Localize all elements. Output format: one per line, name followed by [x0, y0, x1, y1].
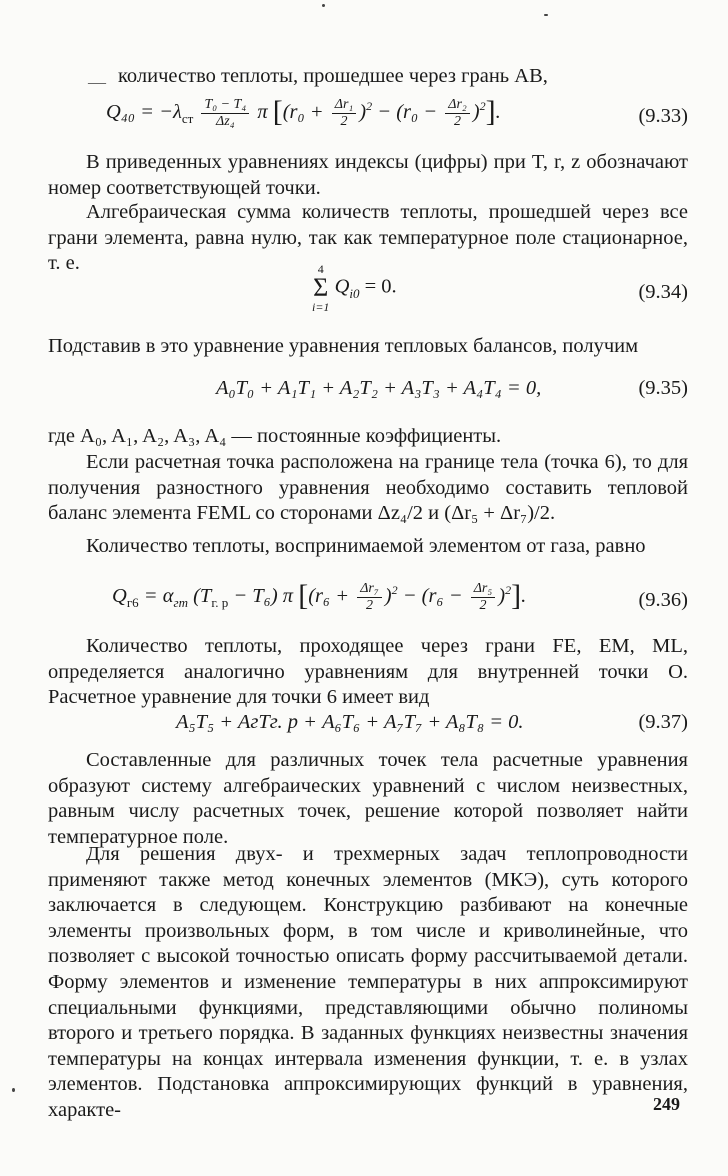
eq36-sq1: 2 — [391, 583, 398, 597]
eq36-sub2: гm — [173, 594, 188, 610]
eq36-f2-num: Δr₅ — [471, 581, 496, 598]
paragraph-indices: В приведенных уравнениях индексы (цифры) при T, r, z обозначают номер соответствующей точки. — [48, 151, 688, 199]
eq36-mid: = α — [138, 584, 174, 607]
eq33-f1-num: Δr₁ — [332, 97, 357, 114]
eq33-sq2: 2 — [479, 99, 486, 113]
eq36-term2-a: (r₆ − — [421, 584, 468, 607]
paragraph-algebraic-sum: Алгебраическая сумма количеств теплоты, прошедшей через все грани элемента, равна нулю, так как температурное поле стационарное, т. е. — [48, 201, 688, 275]
eq34-rhs: = 0. — [359, 275, 397, 298]
eq36-term2-b: ) — [498, 584, 506, 607]
eq33-term2-b: ) — [472, 100, 480, 123]
paragraph-substitute: Подставив в это уравнение уравнения тепловых балансов, получим — [48, 335, 639, 357]
equation-9-33: $Q_{40} = -\lambda_{ст}$ $\frac{\text{T₀ − T₄}}{\text{Δz₄}}$ π [(r₀ + $\frac{\text{Δr₁}}{2}$ )$^2$ − (r₀ − $\frac{\text{Δr₂}}{2}$ )$^2$]. (9.33) — [106, 94, 688, 129]
eq33-pi: π — [257, 100, 268, 123]
equation-9-37 — [176, 710, 728, 738]
eq33-bracket-close: ] — [485, 94, 496, 128]
eq35-text: A₀T₀ + A₁T₁ + A₂T₂ + A₃T₃ + A₄T₄ = 0, — [216, 377, 542, 399]
scan-speck — [544, 14, 548, 16]
eq35-number: (9.35) — [638, 377, 688, 399]
eq36-term1-frac — [357, 581, 382, 614]
equation-9-34 — [312, 262, 728, 318]
eq36-sub: г6 — [126, 594, 139, 610]
eq37-text: A₅T₅ + AгTг. р + A₆T₆ + A₇T₇ + A₈T₈ = 0. — [176, 711, 524, 733]
eq33-frac-num: T₀ − T₄ — [201, 97, 249, 114]
eq33-fraction — [201, 97, 249, 130]
eq36-term1-a: (r₆ + — [308, 584, 355, 607]
equation-9-36: $Q_{г6} = \alpha_{гm}$ $(T_{г. р} - T_6)$ π [(r₆ + $\frac{\text{Δr₇}}{2}$ )$^2$ − (r₆ − $\frac{\text{Δr₅}}{2}$ )$^2$]. (9.36) — [112, 578, 688, 613]
eq33-lhs: Q₄₀ = −λ — [106, 100, 182, 123]
eq33-minus: − — [372, 100, 397, 123]
eq36-term1-b: ) — [384, 584, 392, 607]
paragraph-system: Составленные для различных точек тела расчетные уравнения образуют систему алгебраических уравнений с числом неизвестных, равным числу расчетных точек, решение которой позволяет найти температурное поле. — [48, 749, 688, 848]
eq36-bracket-open: [ — [298, 578, 309, 612]
eq36-term2-frac — [471, 581, 496, 614]
eq33-term2-a: (r₀ − — [396, 100, 443, 123]
eq33-term2-frac — [445, 97, 470, 130]
paragraph-boundary-point: Если расчетная точка расположена на границе тела (точка 6), то для получения разностного уравнения необходимо составить тепловой баланс элемента FEML со сторонами Δz₄/2 и (Δr₅ + Δr₇)/2. — [48, 451, 688, 525]
eq36-f2-den: 2 — [479, 597, 487, 613]
eq34-sub: i0 — [349, 285, 360, 301]
paragraph-faces: Количество теплоты, проходящее через грани FE, EM, ML, определяется аналогично уравнениям для внутренней точки O. Расчетное уравнение для точки 6 имеет вид — [48, 635, 688, 709]
scan-speck — [322, 4, 325, 7]
eq36-bracket-close: ] — [511, 578, 522, 612]
eq36-paren: (T — [187, 584, 212, 607]
eq33-term1-frac — [332, 97, 357, 130]
equation-9-35 — [216, 376, 728, 404]
sigma-icon: Σ — [313, 273, 329, 302]
eq33-sq1: 2 — [366, 99, 373, 113]
eq33-term1-b: ) — [359, 100, 367, 123]
eq34-sum-top: 4 — [317, 262, 324, 276]
eq33-f2-den: 2 — [454, 113, 461, 129]
eq34-number: (9.34) — [638, 281, 688, 303]
text-line-ab: количество теплоты, прошедшее через грань AB, — [118, 65, 548, 87]
eq34-sum — [312, 262, 329, 314]
eq33-sub: ст — [181, 110, 194, 126]
eq34-sum-bottom: i=1 — [312, 300, 330, 314]
eq33-f1-den: 2 — [340, 113, 348, 129]
eq36-f1-den: 2 — [365, 597, 373, 613]
paragraph-coefficients: где A₀, A₁, A₂, A₃, A₄ — постоянные коэффициенты. — [48, 425, 502, 447]
eq33-f2-num: Δr₂ — [445, 97, 470, 114]
eq36-f1-num: Δr₇ — [357, 581, 382, 598]
eq33-bracket-open: [ — [272, 94, 283, 128]
eq33-frac-den: Δz₄ — [216, 113, 235, 129]
paragraph-fem: Для решения двух- и трехмерных задач теплопроводности применяют также метод конечных элементов (МКЭ), суть которого заключается в следующем. Конструкцию разбивают на конечные элементы произвольных форм, в том числе и криволинейные, что позволяет с высокой точностью описать форму рассчитываемой детали. Форму элементов и изменение температуры в них аппроксимируют специальными функциями, представляющими обычно полиномы второго и третьего порядка. В заданных функциях неизвестны значения температуры на концах интервала изменения функции, т. е. в узлах элементов. Подстановка аппроксимирующих функций в уравнения, характе- — [48, 843, 688, 1121]
paragraph-gas-heat: Количество теплоты, воспринимаемой элементом от газа, равно — [86, 535, 646, 557]
eq36-sq2: 2 — [505, 583, 512, 597]
eq36-sub3: г. р — [211, 594, 229, 610]
eq36-minus: − — [397, 584, 422, 607]
leading-dash: — — [88, 72, 106, 92]
eq37-number: (9.37) — [638, 711, 688, 733]
eq36-number: (9.36) — [638, 589, 688, 611]
scan-speck — [12, 1088, 15, 1092]
eq33-number: (9.33) — [638, 105, 688, 127]
eq33-term1-a: (r₀ + — [282, 100, 329, 123]
page-number: 249 — [653, 1094, 680, 1114]
eq36-rest: − T₆) π — [228, 584, 294, 607]
eq36-lhs: Q — [112, 584, 127, 607]
eq34-body: Q — [334, 275, 350, 298]
